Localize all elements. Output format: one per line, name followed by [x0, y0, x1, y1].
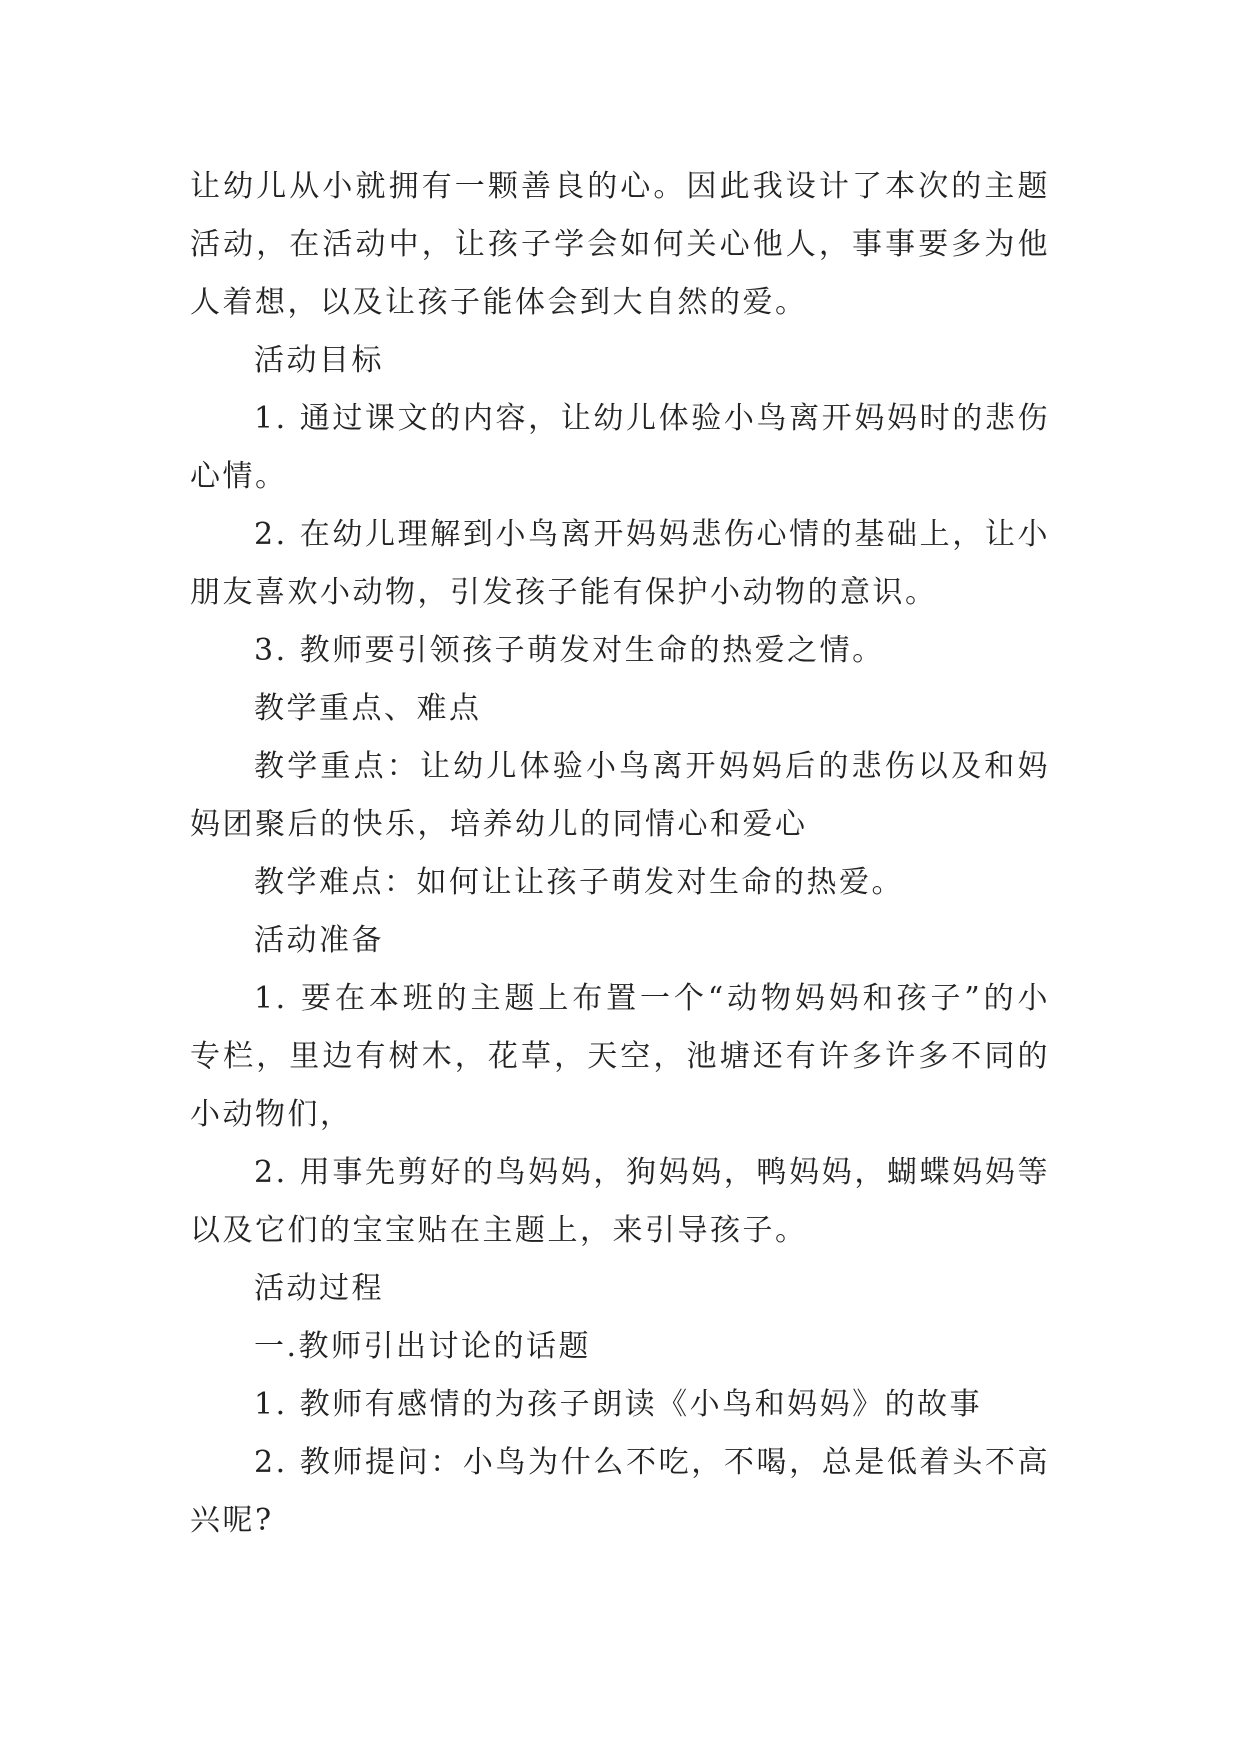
- goal-item-2: 2. 在幼儿理解到小鸟离开妈妈悲伤心情的基础上，让小朋友喜欢小动物，引发孩子能有保护小动物的意识。: [190, 517, 1050, 610]
- paragraph-intro-continuation: 让幼儿从小就拥有一颗善良的心。因此我设计了本次的主题活动，在活动中，让孩子学会如何关心他人，事事要多为他人着想，以及让孩子能体会到大自然的爱。: [190, 169, 1050, 320]
- preparation-item-1: 1. 要在本班的主题上布置一个“动物妈妈和孩子”的小专栏，里边有树木，花草，天空，池塘还有许多许多不同的小动物们，: [190, 981, 1050, 1132]
- heading-process: 活动过程: [254, 1271, 384, 1306]
- goal-item-1: 1. 通过课文的内容，让幼儿体验小鸟离开妈妈时的悲伤心情。: [190, 401, 1050, 494]
- process-step-1: 1. 教师有感情的为孩子朗读《小鸟和妈妈》的故事: [254, 1387, 983, 1422]
- process-section-1: 一.教师引出讨论的话题: [254, 1329, 592, 1364]
- key-point-text: 教学重点：让幼儿体验小鸟离开妈妈后的悲伤以及和妈妈团聚后的快乐，培养幼儿的同情心和爱心: [190, 749, 1050, 842]
- heading-activity-goals: 活动目标: [254, 343, 384, 378]
- document-body: [190, 158, 1050, 1550]
- difficulty-text: 教学难点：如何让让孩子萌发对生命的热爱。: [254, 865, 904, 900]
- heading-preparation: 活动准备: [254, 923, 384, 958]
- process-step-2: 2. 教师提问：小鸟为什么不吃，不喝，总是低着头不高兴呢?: [190, 1445, 1050, 1538]
- heading-key-points: 教学重点、难点: [254, 691, 482, 726]
- goal-item-3: 3. 教师要引领孩子萌发对生命的热爱之情。: [254, 633, 885, 668]
- preparation-item-2: 2. 用事先剪好的鸟妈妈，狗妈妈，鸭妈妈，蝴蝶妈妈等以及它们的宝宝贴在主题上，来引导孩子。: [190, 1155, 1050, 1248]
